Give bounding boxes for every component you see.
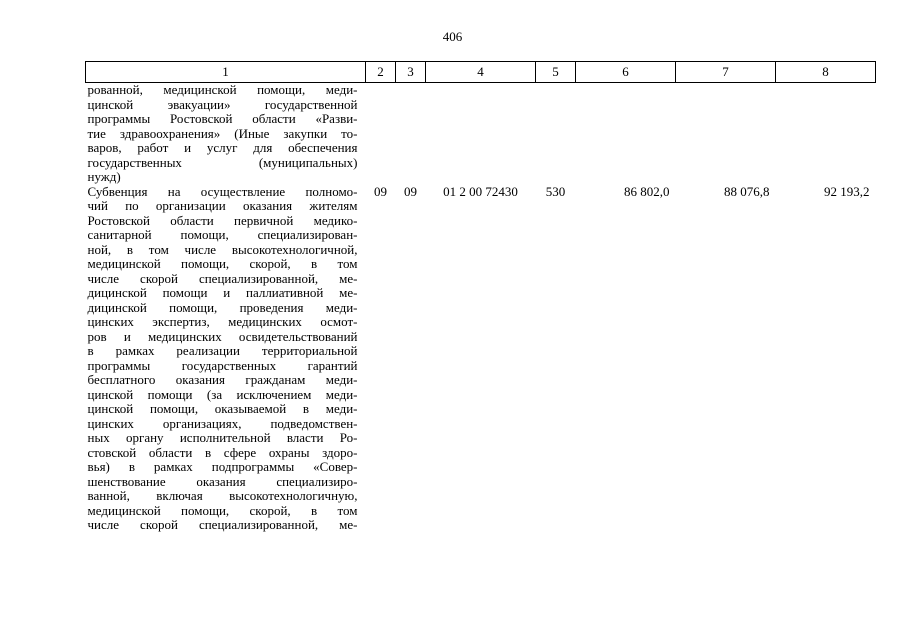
column-header-2: 2 bbox=[366, 62, 396, 83]
amount-col6: 86 802,0 bbox=[624, 183, 670, 199]
description-line: в рамках реализации территориальной bbox=[87, 343, 358, 358]
description-line: рованной, медицинской помощи, меди- bbox=[87, 82, 358, 97]
description-line: медицинской помощи, скорой, в том bbox=[87, 502, 358, 518]
page-number: 406 bbox=[442, 29, 463, 44]
empty-cell bbox=[366, 83, 396, 185]
description-line: ров и медицинских освидетельствований bbox=[87, 328, 358, 344]
description-line: Субвенция на осуществление полномо- bbox=[87, 183, 358, 199]
description-line: цинской помощи, оказываемой в меди- bbox=[87, 401, 358, 416]
description-line: цинских организациях, подведомствен- bbox=[87, 415, 358, 431]
column-header-7: 7 bbox=[676, 62, 776, 83]
description-line: числе скорой специализированной, ме- bbox=[87, 517, 358, 532]
description-line: ных органу исполнительной власти Ро- bbox=[87, 430, 358, 445]
row-description bbox=[86, 83, 366, 185]
description-line: дицинской помощи, проведения меди- bbox=[87, 299, 358, 315]
table-row-continuation bbox=[86, 83, 876, 185]
description-line: нужд) bbox=[87, 169, 121, 184]
description-line: бесплатного оказания гражданам меди- bbox=[87, 372, 358, 387]
description-line: программы Ростовской области «Разви- bbox=[87, 111, 358, 126]
empty-cell bbox=[426, 83, 536, 185]
description-line: санитарной помощи, специализирован- bbox=[87, 227, 358, 242]
description-line: числе скорой специализированной, ме- bbox=[87, 270, 358, 286]
amount-col7: 88 076,8 bbox=[724, 183, 770, 199]
row-description bbox=[86, 185, 366, 533]
column-header-4: 4 bbox=[426, 62, 536, 83]
empty-cell bbox=[536, 83, 576, 185]
description-line: ванной, включая высокотехнологичную, bbox=[87, 488, 358, 503]
description-line: вья) в рамках подпрограммы «Совер- bbox=[87, 459, 358, 474]
description-line: медицинской помощи, скорой, в том bbox=[87, 256, 358, 271]
subsection-code: 09 bbox=[404, 183, 417, 199]
section-code: 09 bbox=[374, 183, 387, 199]
description-line: цинской эвакуации» государственной bbox=[87, 96, 358, 112]
empty-cell bbox=[676, 83, 776, 185]
description-line: цинской помощи (за исключением меди- bbox=[87, 386, 358, 402]
empty-cell bbox=[396, 83, 426, 185]
column-header-1: 1 bbox=[86, 62, 366, 83]
description-line: Ростовской области первичной медико- bbox=[87, 212, 358, 228]
empty-cell bbox=[576, 83, 676, 185]
expense-type-code: 530 bbox=[545, 183, 566, 199]
description-line: чий по организации оказания жителям bbox=[87, 198, 358, 213]
table-header-row bbox=[86, 62, 876, 83]
budget-table bbox=[85, 61, 876, 533]
description-line: программы государственных гарантий bbox=[87, 357, 358, 373]
column-header-6: 6 bbox=[576, 62, 676, 83]
description-line: цинских экспертиз, медицинских осмот- bbox=[87, 314, 358, 329]
table-row-subvention bbox=[86, 185, 876, 533]
description-line: дицинской помощи и паллиативной ме- bbox=[87, 285, 358, 300]
column-header-3: 3 bbox=[396, 62, 426, 83]
column-header-5: 5 bbox=[536, 62, 576, 83]
description-line: тие здравоохранения» (Иные закупки то- bbox=[87, 125, 358, 141]
amount-col8: 92 193,2 bbox=[824, 183, 870, 199]
empty-cell bbox=[776, 83, 876, 185]
description-line: варов, работ и услуг для обеспечения bbox=[87, 140, 358, 155]
column-header-8: 8 bbox=[776, 62, 876, 83]
target-article-code: 01 2 00 72430 bbox=[443, 183, 518, 199]
description-line: ной, в том числе высокотехнологичной, bbox=[87, 241, 358, 257]
description-line: стовской области в сфере охраны здоро- bbox=[87, 444, 358, 460]
description-line: шенствование оказания специализиро- bbox=[87, 473, 358, 489]
description-line: государственных (муниципальных) bbox=[87, 154, 358, 170]
